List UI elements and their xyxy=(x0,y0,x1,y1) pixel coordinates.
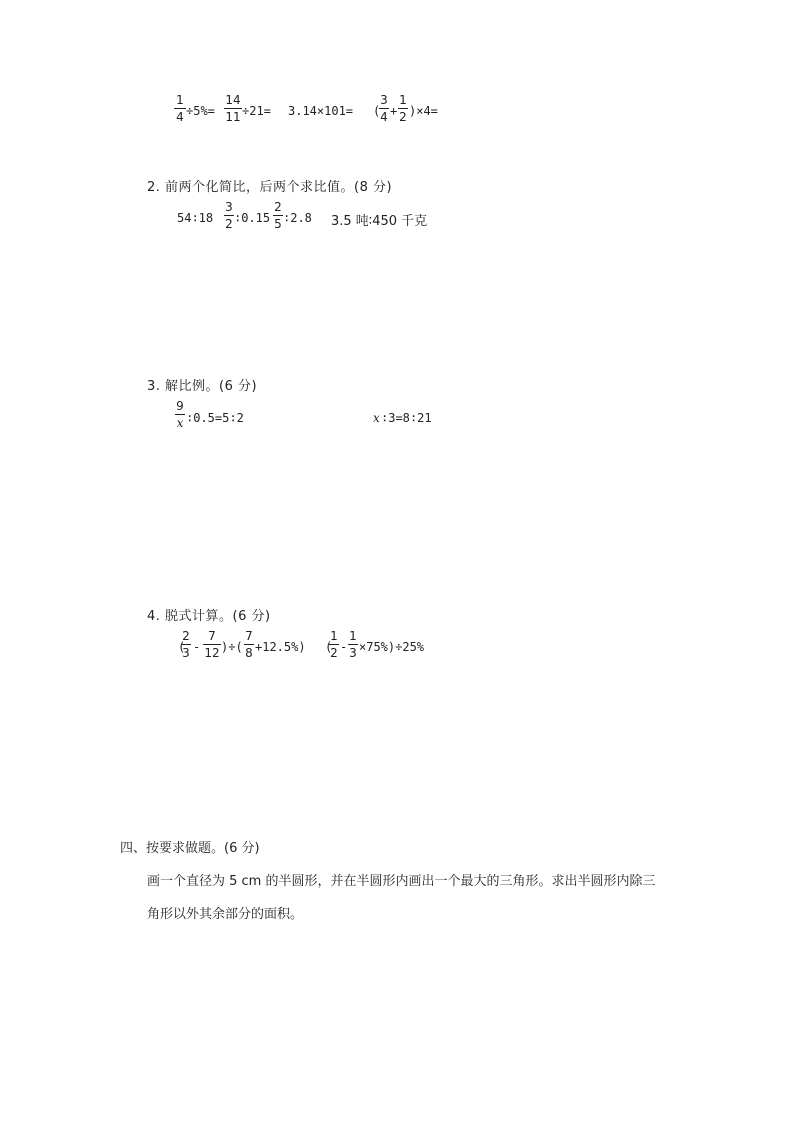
section-4-title: 四、按要求做题。(6 分) xyxy=(120,841,260,856)
expression-text: ∶2.8 xyxy=(283,211,312,225)
expression-text: ×75%)÷25% xyxy=(359,640,425,654)
fraction xyxy=(329,630,339,659)
numerator: 1 xyxy=(176,93,184,107)
numerator: 9 xyxy=(176,399,184,413)
fraction xyxy=(348,630,358,659)
numerator: 7 xyxy=(245,629,253,643)
fraction xyxy=(203,630,221,659)
expression-text: )×4= xyxy=(409,104,438,118)
section-4-line-2: 角形以外其余部分的面积。 xyxy=(147,907,304,922)
numerator: 1 xyxy=(399,93,407,107)
expression-text: 3.5 吨∶450 千克 xyxy=(331,214,428,229)
numerator: 7 xyxy=(208,629,216,643)
expression-text: ∶3=8∶21 xyxy=(381,411,432,425)
fraction xyxy=(181,630,191,659)
expression-text: + xyxy=(390,104,398,118)
fraction xyxy=(273,201,283,230)
expression-text: ÷21= xyxy=(242,104,271,118)
fraction xyxy=(174,94,186,123)
expression-text: 54∶18 xyxy=(177,211,214,225)
numerator: 2 xyxy=(182,629,190,643)
denominator: x xyxy=(176,416,184,430)
question-3-title: 3. 解比例。(6 分) xyxy=(147,379,258,394)
question-2-title: 2. 前两个化简比，后两个求比值。(8 分) xyxy=(147,180,393,195)
denominator: 2 xyxy=(225,217,233,231)
denominator: 3 xyxy=(182,646,190,660)
expression-text: )÷( xyxy=(221,640,243,654)
expression-text: ( xyxy=(373,104,381,118)
variable: x xyxy=(373,411,380,425)
denominator: 8 xyxy=(245,646,253,660)
denominator: 11 xyxy=(225,110,241,124)
fraction xyxy=(224,94,242,123)
expression-text: ( xyxy=(178,640,186,654)
numerator: 1 xyxy=(349,629,357,643)
expression-text: ∶0.5=5∶2 xyxy=(186,411,244,425)
expression-text: ∶0.15 xyxy=(234,211,271,225)
numerator: 3 xyxy=(380,93,388,107)
numerator: 3 xyxy=(225,200,233,214)
denominator: 3 xyxy=(349,646,357,660)
expression-text: ( xyxy=(325,640,333,654)
denominator: 4 xyxy=(380,110,388,124)
fraction xyxy=(224,201,234,230)
expression-text: ÷5%= xyxy=(186,104,215,118)
expression-text: 3.14×101= xyxy=(288,104,354,118)
denominator: 2 xyxy=(330,646,338,660)
numerator: 1 xyxy=(330,629,338,643)
expression-text: - xyxy=(193,640,201,654)
numerator: 2 xyxy=(274,200,282,214)
question-4-title: 4. 脱式计算。(6 分) xyxy=(147,609,271,624)
numerator: 14 xyxy=(225,93,241,107)
section-4-line-1: 画一个直径为 5 cm 的半圆形，并在半圆形内画出一个最大的三角形。求出半圆形内除三 xyxy=(147,874,656,889)
fraction xyxy=(379,94,389,123)
fraction xyxy=(244,630,254,659)
expression-text: +12.5%) xyxy=(255,640,306,654)
fraction xyxy=(175,400,185,429)
expression-text: - xyxy=(340,640,348,654)
denominator: 2 xyxy=(399,110,407,124)
denominator: 12 xyxy=(204,646,220,660)
denominator: 5 xyxy=(274,217,282,231)
denominator: 4 xyxy=(176,110,184,124)
fraction xyxy=(398,94,408,123)
